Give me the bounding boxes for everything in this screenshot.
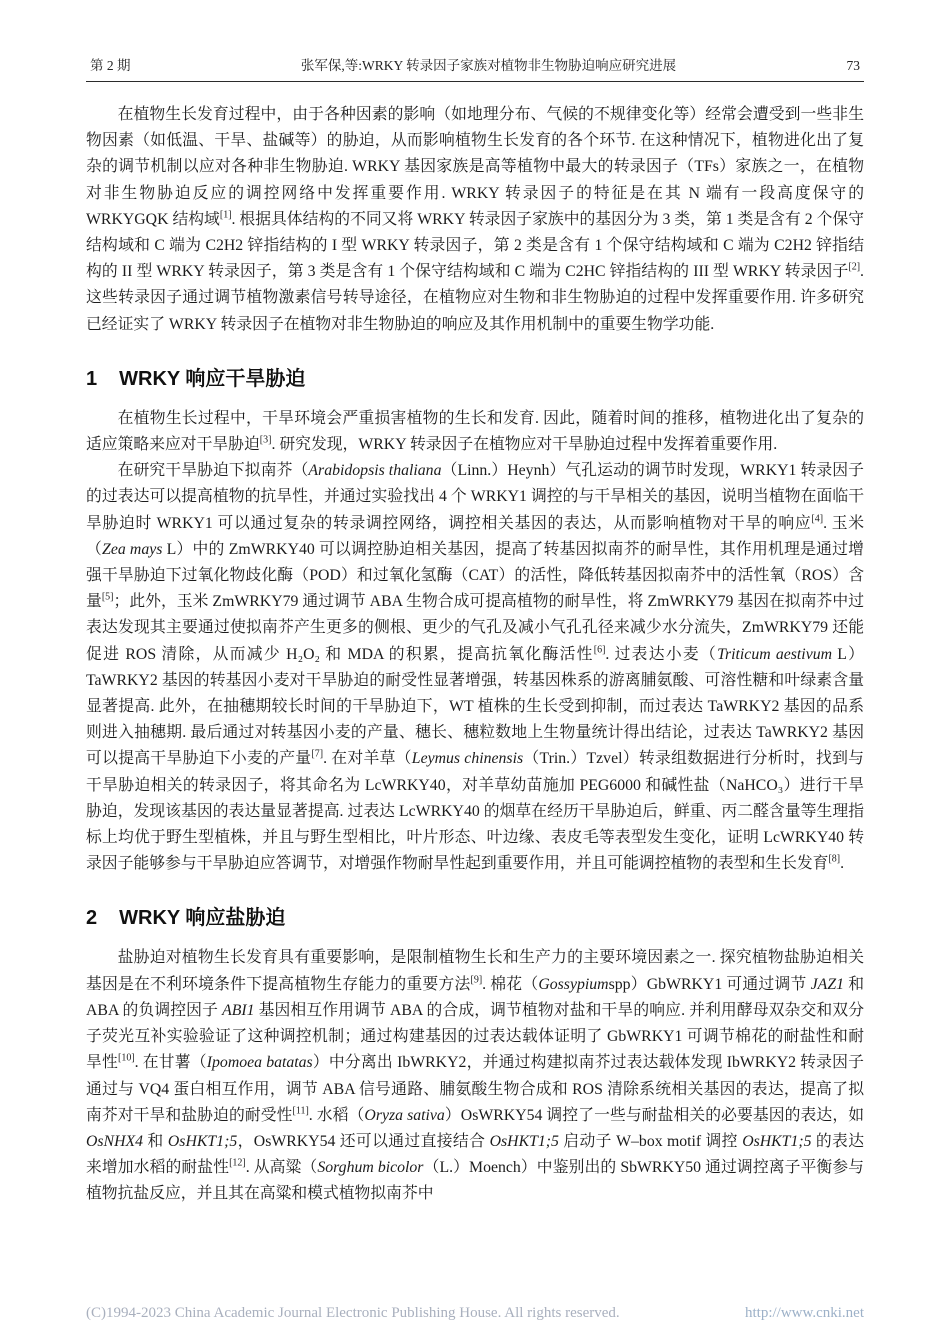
section-1-heading bbox=[86, 362, 864, 391]
paper-body bbox=[86, 102, 864, 1208]
page-number: 73 bbox=[846, 58, 860, 73]
header-rule bbox=[86, 81, 864, 82]
issue-number: 第 2 期 bbox=[90, 58, 131, 73]
section-title: WRKY 响应干旱胁迫 bbox=[119, 367, 306, 390]
section-title: WRKY 响应盐胁迫 bbox=[119, 907, 286, 930]
section-number: 2 bbox=[86, 907, 98, 930]
section-2-heading bbox=[86, 901, 864, 930]
cnki-link[interactable]: http://www.cnki.net bbox=[744, 1305, 864, 1321]
copyright-text: (C)1994-2023 China Academic Journal Electronic Publishing House. All rights reserved. bbox=[86, 1305, 620, 1321]
page-header bbox=[86, 54, 864, 81]
paragraph: 在研究干旱胁迫下拟南芥（Arabidopsis thaliana（Linn.）Heynh）气孔运动的调节时发现，WRKY1 转录因子的过表达可以提高植物的抗旱性，并通过实验找出 4 个 WRKY1 调控的与干旱相关的基因，说明当植物在面临干旱胁迫时 WRKY1 可以通过复杂的转录调控网络，调控相关基因的表达，从而影响植物对干旱的响应[4]. 玉米（Zea mays L）中的 ZmWRKY40 可以调控胁迫相关基因，提高了转基因拟南芥的耐旱性，其作用机理是通过增强干旱胁迫下过氧化物歧化酶（POD）和过氧化氢酶（CAT）的活性，降低转基因拟南芥中的活性氧（ROS）含量[5]；此外，玉米 ZmWRKY79 通过调节 ABA 生物合成可提高植物的耐旱性，将 ZmWRKY79 基因在拟南芥中过表达发现其主要通过使拟南芥产生更多的侧根、更少的气孔及减小气孔孔径来减少水分流失，ZmWRKY79 还能促进 ROS 清除，从而减少 H₂O₂ 和 MDA 的积累，提高抗氧化酶活性[6]. 过表达小麦（Triticum aestivum L）TaWRKY2 基因的转基因小麦对干旱胁迫的耐受性显著增强，转基因株系的游离脯氨酸、可溶性糖和叶绿素含量显著提高. 此外，在抽穗期较长时间的干旱胁迫下，WT 植株的生长受到抑制，而过表达 TaWRKY2 基因的品系则进入抽穗期. 最后通过对转基因小麦的产量、穗长、穗粒数地上生物量统计得出结论，过表达 TaWRKY2 基因可以提高干旱胁迫下小麦的产量[7]. 在对羊草（Leymus chinensis（Trin.）Tzvel）转录组数据进行分析时，找到与干旱胁迫相关的转录因子，将其命名为 LcWRKY40，对羊草幼苗施加 PEG6000 和碱性盐（NaHCO₃）进行干旱胁迫，发现该基因的表达量显著提高. 过表达 LcWRKY40 的烟草在经历干旱胁迫后，鲜重、丙二醛含量等生理指标上均优于野生型植株，并且与野生型相比，叶片形态、叶边缘、表皮毛等表型发生变化，证明 LcWRKY40 转录因子能够参与干旱胁迫应答调节，对增强作物耐旱性起到重要作用，并且可能调控植物的表型和生长发育[8]. bbox=[86, 462, 864, 873]
running-title: 张军保,等:WRKY 转录因子家族对植物非生物胁迫响应研究进展 bbox=[300, 58, 677, 73]
paragraph: 在植物生长过程中，干旱环境会严重损害植物的生长和发育. 因此，随着时间的推移，植物进化出了复杂的适应策略来应对干旱胁迫[3]. 研究发现，WRKY 转录因子在植物应对干旱胁迫过程中发挥着重要作用. bbox=[86, 409, 864, 454]
intro-paragraph: 在植物生长发育过程中，由于各种因素的影响（如地理分布、气候的不规律变化等）经常会遭受到一些非生物因素（如低温、干旱、盐碱等）的胁迫，从而影响植物生长发育的各个环节. 在这种情况下，植物进化出了复杂的调节机制以应对各种非生物胁迫. WRKY 基因家族是高等植物中最大的转录因子（TFs）家族之一，在植物对非生物胁迫反应的调控网络中发挥重要作用. WRKY 转录因子的特征是在其 N 端有一段高度保守的 WRKYGQK 结构域[1]. 根据具体结构的不同又将 WRKY 转录因子家族中的基因分为 3 类，第 1 类是含有 2 个保守结构域和 C 端为 C2H2 锌指结构的 I 型 WRKY 转录因子，第 2 类是含有 1 个保守结构域和 C 端为 C2H2 锌指结构的 II 型 WRKY 转录因子，第 3 类是含有 1 个保守结构域和 C 端为 C2HC 锌指结构的 III 型 WRKY 转录因子[2]. 这些转录因子通过调节植物激素信号转导途径，在植物应对生物和非生物胁迫的过程中发挥重要作用. 许多研究已经证实了 WRKY 转录因子在植物对非生物胁迫的响应及其作用机制中的重要生物学功能. bbox=[86, 106, 864, 333]
page-footer bbox=[86, 1305, 864, 1322]
paragraph: 盐胁迫对植物生长发育具有重要影响，是限制植物生长和生产力的主要环境因素之一. 探究植物盐胁迫相关基因是在不利环境条件下提高植物生存能力的重要方法[9]. 棉花（Gossypiumspp）GbWRKY1 可通过调节 JAZ1 和 ABA 的负调控因子 ABI1 基因相互作用调节 ABA 的合成，调节植物对盐和干旱的响应. 并利用酵母双杂交和双分子荧光互补实验验证了这种调控机制；通过构建基因的过表达载体证明了 GbWRKY1 可调节棉花的耐盐性和耐旱性[10]. 在甘薯（Ipomoea batatas）中分离出 IbWRKY2，并通过构建拟南芥过表达载体发现 IbWRKY2 转录因子通过与 VQ4 蛋白相互作用，调节 ABA 信号通路、脯氨酸生物合成和 ROS 清除系统相关基因的表达，提高了拟南芥对干旱和盐胁迫的耐受性[11]. 水稻（Oryza sativa）OsWRKY54 调控了一些与耐盐相关的必要基因的表达，如 OsNHX4 和 OsHKT1;5，OsWRKY54 还可以通过直接结合 OsHKT1;5 启动子 W–box motif 调控 OsHKT1;5 的表达来增加水稻的耐盐性[12]. 从高粱（Sorghum bicolor（L.）Moench）中鉴别出的 SbWRKY50 通过调控离子平衡参与植物抗盐反应，并且其在高粱和模式植物拟南芥中 bbox=[86, 949, 865, 1203]
section-number: 1 bbox=[86, 367, 98, 390]
